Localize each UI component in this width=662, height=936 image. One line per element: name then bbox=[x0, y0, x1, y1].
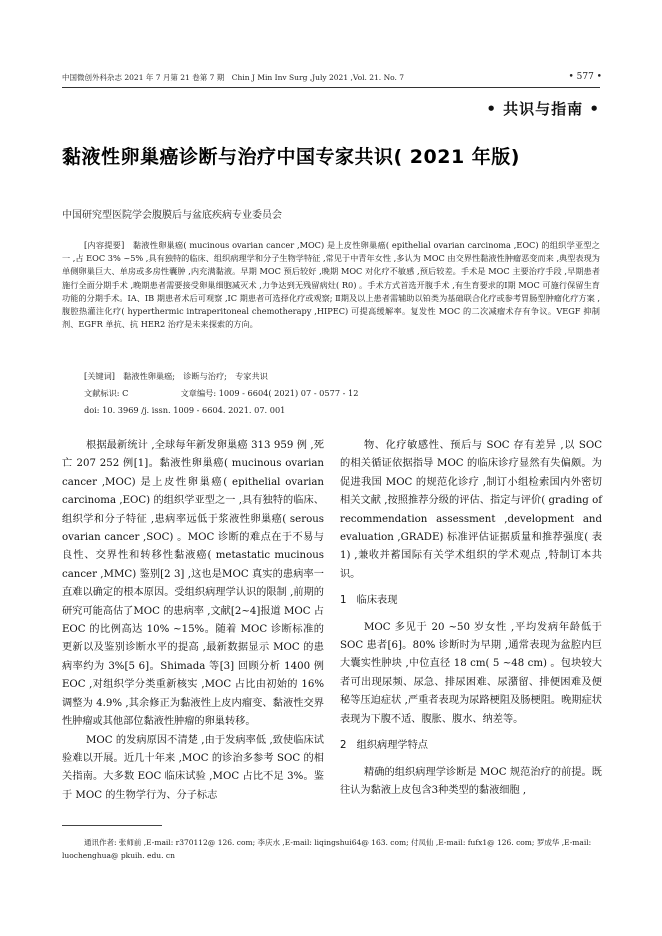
header-divider bbox=[62, 87, 600, 88]
corresponding-author-footnote: 通讯作者: 张师前 ,E-mail: r370112@ 126. com; 李庆水 ,E-mail: liqingshui64@ 163. com; 付凤仙 ,E-mail: fufx1@ 126. com; 罗成华 ,E-mail: luochenghua@ pkuih. edu. cn bbox=[62, 838, 592, 860]
section-heading: 1 临床表现 bbox=[340, 595, 398, 607]
section-heading: 2 组织病理学特点 bbox=[340, 740, 428, 752]
body-paragraph: 物、化疗敏感性、预后与 SOC 存有差异 ,以 SOC 的相关循证依据指导 MOC 的临床诊疗显然有失偏颇。为促进我国 MOC 的规范化诊疗 ,制订小组检索国内外密切相关文献 ,按照推荐分级的评估、指定与评价( grading of recommendation assessment ,development and evaluation ,GRADE) 标准评估证据质量和推荐强度( 表 1) ,兼收并蓄国际有关学术组织的学术观点 ,特制订本共识。 bbox=[340, 440, 602, 580]
article-number: 文章编号: 1009 - 6604( 2021) 07 - 0577 - 12 bbox=[180, 388, 359, 398]
footnote-divider bbox=[62, 825, 162, 826]
article-title: 黏液性卵巢癌诊断与治疗中国专家共识( 2021 年版) bbox=[62, 146, 520, 168]
body-paragraph: MOC 的发病原因不清楚 ,由于发病率低 ,致使临床试验难以开展。近几十年来 ,MOC 的诊治多参考 SOC 的相关指南。大多数 EOC 临床试验 ,MOC 占比不足 3%。鉴于 MOC 的生物学行为、分子标志 bbox=[62, 734, 324, 801]
journal-citation: 中国微创外科杂志 2021 年 7 月第 21 卷第 7 期 Chin J Min Inv Surg ,July 2021 ,Vol. 21. No. 7 bbox=[62, 73, 405, 82]
document-code: 文献标识: C bbox=[84, 388, 129, 398]
body-column-right bbox=[340, 437, 602, 800]
body-paragraph: 精确的组织病理学诊断是 MOC 规范治疗的前提。既往认为黏液上皮包含3种类型的黏液细胞 , bbox=[340, 766, 602, 796]
doi: doi: 10. 3969 /j. issn. 1009 - 6604. 2021. 07. 001 bbox=[84, 405, 286, 415]
keywords: [关键词] 黏液性卵巢癌; 诊断与治疗; 专家共识 bbox=[84, 371, 268, 381]
abstract: [内容提要] 黏液性卵巢癌( mucinous ovarian cancer ,MOC) 是上皮性卵巢癌( epithelial ovarian carcinoma ,EOC) 的组织学亚型之一 ,占 EOC 3% ~5% ,具有独特的临床、组织病理学和分子生物学特征 ,常见于中青年女性 ,多认为 MOC 由交界性黏液性肿瘤恶变而来 ,典型表现为单侧卵巢巨大、单房或多房性囊肿 ,内充满黏液。早期 MOC 预后较好 ,晚期 MOC 对化疗不敏感 ,预后较差。手术是 MOC 主要治疗手段 ,早期患者施行全面分期手术 ,晚期患者需要接受卵巢细胞减灭术 ,力争达到无残留病灶( R0) 。手术方式首选开腹手术 ,有生育要求的Ⅰ期 MOC 可施行保留生育功能的分期手术。ⅠA、ⅠB 期患者术后可观察 ,ⅠC 期患者可选择化疗或观察; Ⅱ期及以上患者需辅助以铂类为基础联合化疗或参考胃肠型肿瘤化疗方案 ,腹腔热灌注化疗( hyperthermic intraperitoneal chemotherapy ,HIPEC) 可提高缓解率。复发性 MOC 的二次减瘤术存有争议。VEGF 抑制剂、EGFR 单抗、抗 HER2 治疗是未来探索的方向。 bbox=[62, 240, 600, 330]
body-column-left bbox=[62, 437, 324, 805]
body-paragraph: MOC 多见于 20 ~50 岁女性 ,平均发病年龄低于 SOC 患者[6]。80% 诊断时为早期 ,通常表现为盆腔内巨大囊实性肿块 ,中位直径 18 cm( 5 ~48 cm) 。包块较大者可出现尿频、尿急、排尿困难、尿潴留、排便困难及便秘等压迫症状 ,严重者表现为尿路梗阻及肠梗阻。晚期症状表现为下腹不适、腹胀、腹水、纳差等。 bbox=[340, 621, 602, 725]
running-head bbox=[62, 72, 602, 86]
classification-line bbox=[84, 388, 358, 399]
page-number: • 577 • bbox=[568, 72, 602, 82]
author-affiliation: 中国研究型医院学会腹膜后与盆底疾病专业委员会 bbox=[62, 210, 282, 221]
column-label: • 共识与指南 • bbox=[486, 100, 600, 118]
body-paragraph: 根据最新统计 ,全球每年新发卵巢癌 313 959 例 ,死亡 207 252 例[1]。黏液性卵巢癌( mucinous ovarian cancer ,MOC) 是上皮性卵巢癌( epithelial ovarian carcinoma ,EOC) 的组织学亚型之一 ,具有独特的临床、组织学和分子特征 ,患病率远低于浆液性卵巢癌( serous ovarian cancer ,SOC) 。MOC 诊断的难点在于不易与良性、交界性和转移性黏液癌( metastatic mucinous cancer ,MMC) 鉴别[2 3] ,这也是MOC 真实的患病率一直难以确定的根本原因。受组织病理学认识的限制 ,前期的研究可能高估了MOC 的患病率 ,文献[2~4]报道 MOC 占 EOC 的比例高达 10% ~15%。随着 MOC 诊断标准的更新以及鉴别诊断水平的提高 ,最新数据显示 MOC 的患病率约为 3%[5 6]。Shimada 等[3] 回顾分析 1400 例 EOC ,对组织学分类重新核实 ,MOC 占比由初始的 16% 调整为 4.9% ,其余修正为黏液性上皮内瘤变、黏液性交界性肿瘤或其他部位黏液性肿瘤的卵巢转移。 bbox=[62, 440, 324, 728]
